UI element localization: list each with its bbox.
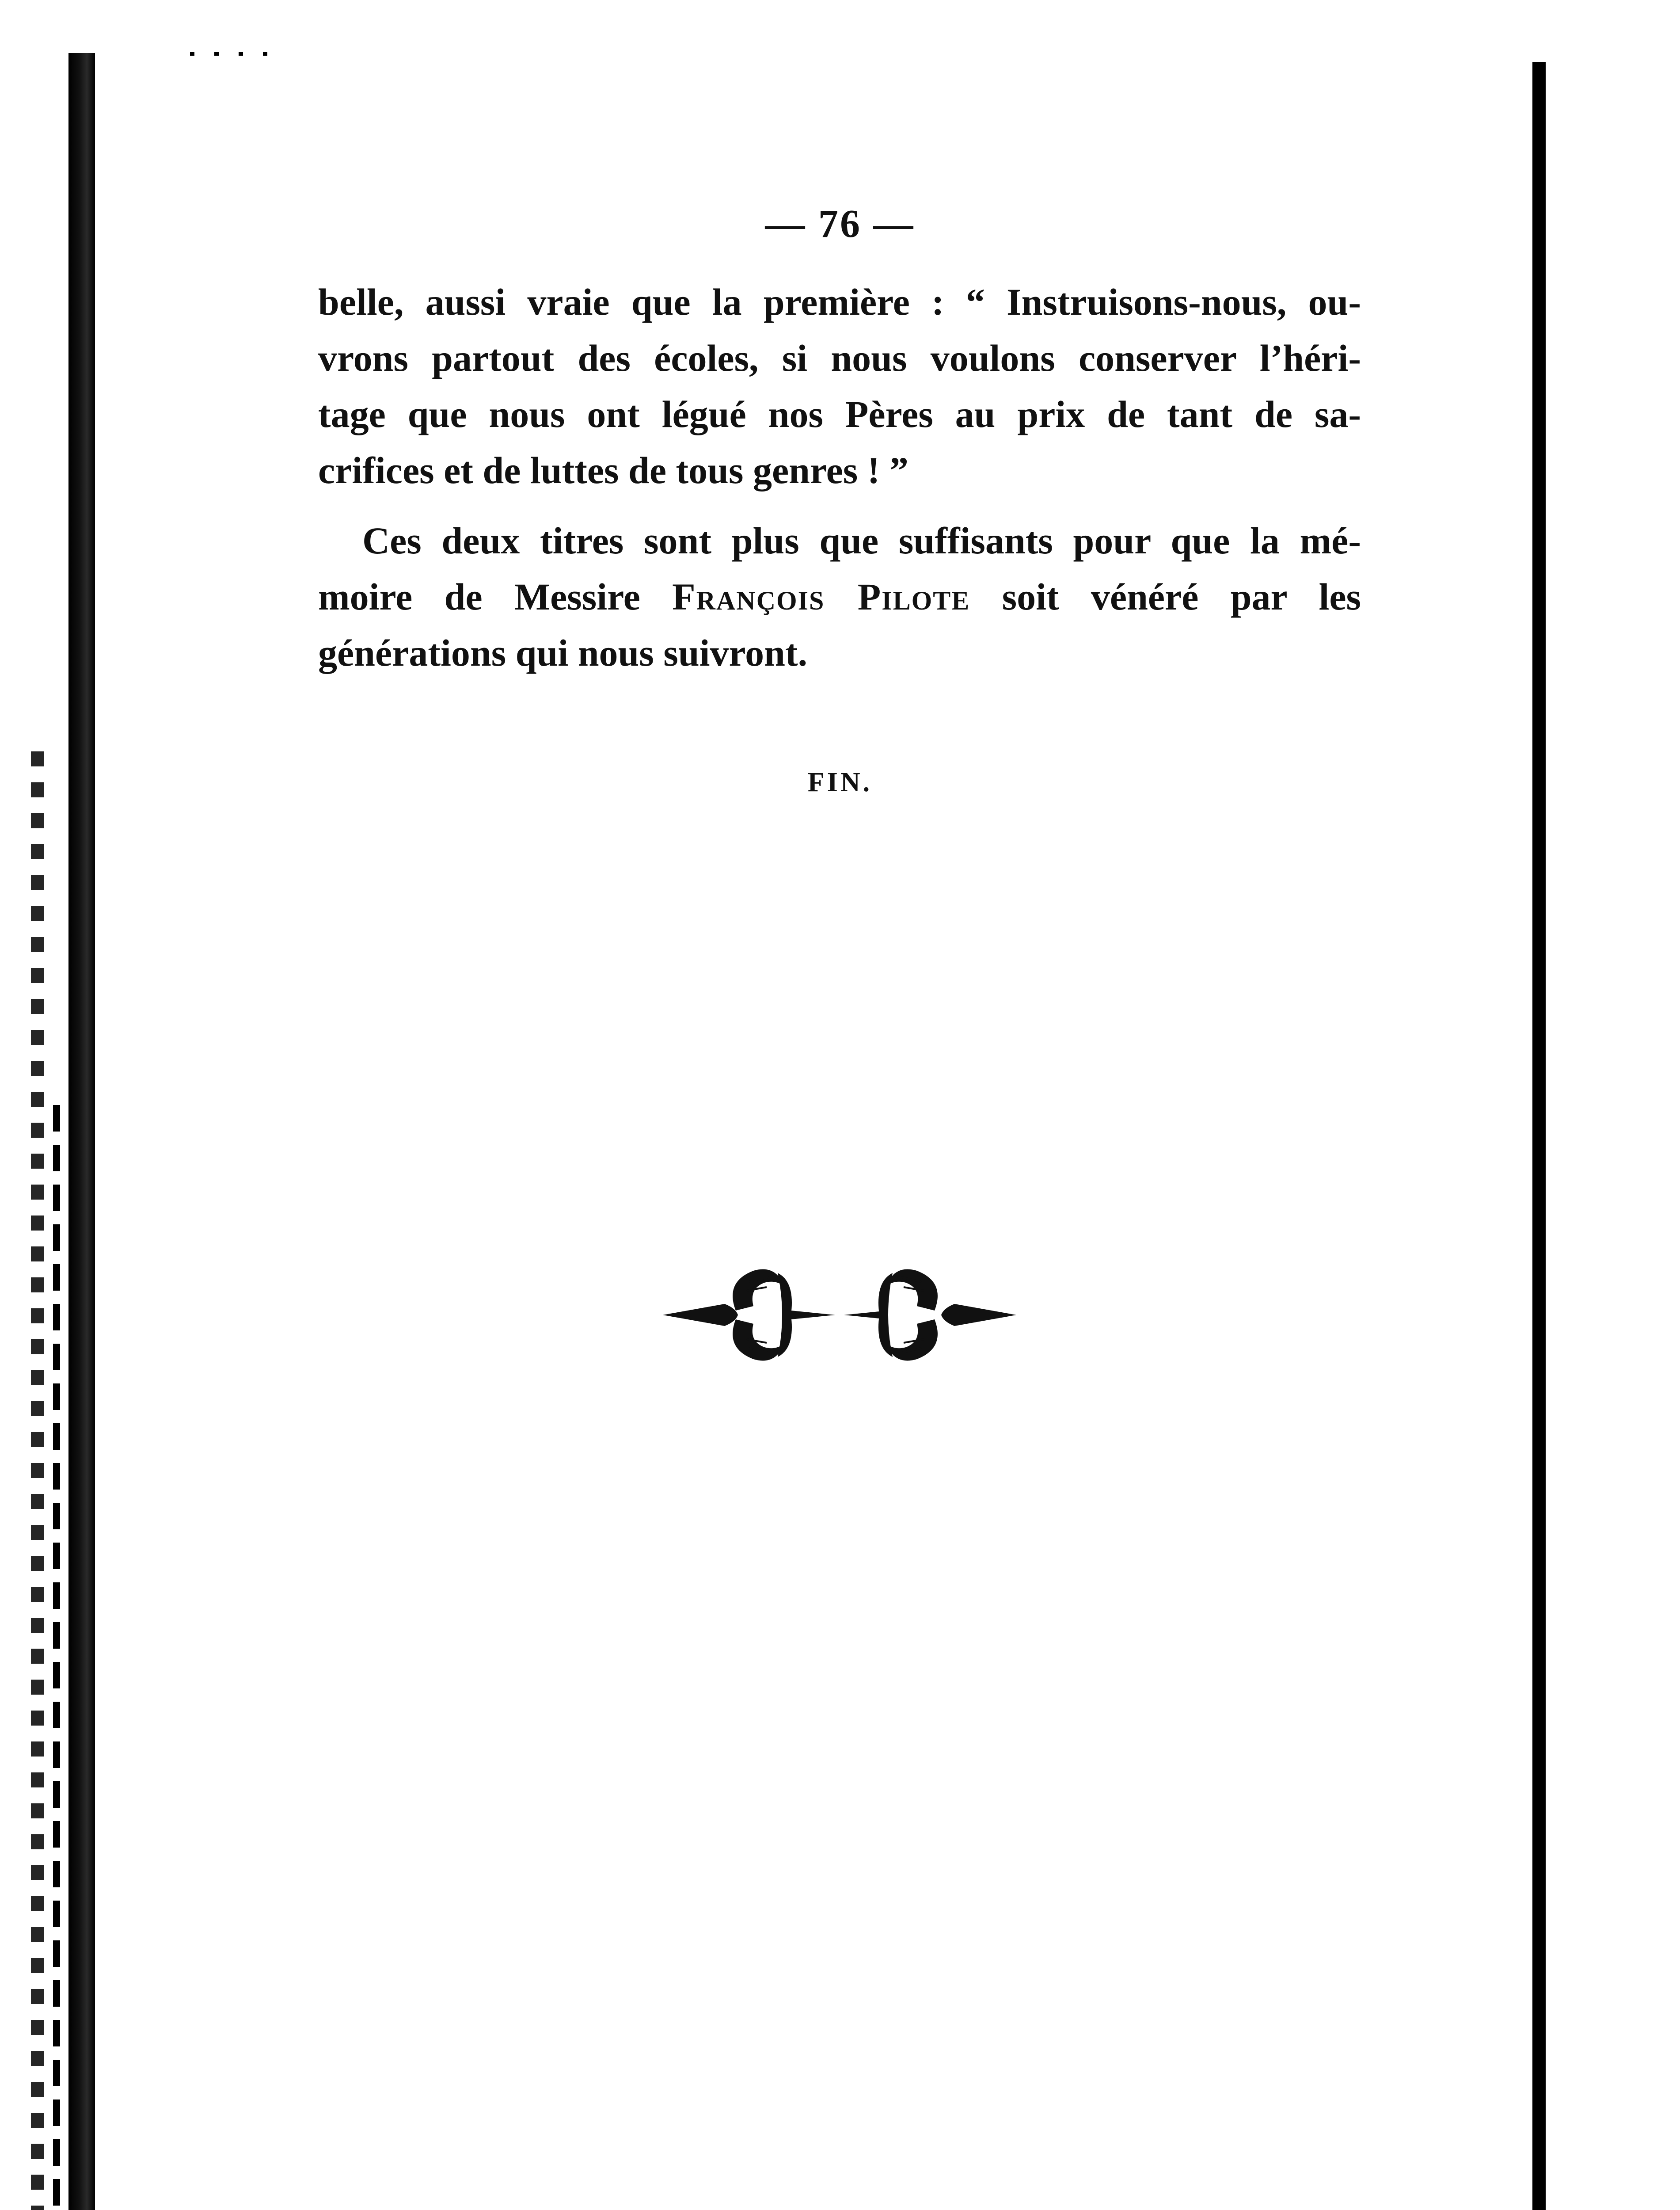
page-number: — 76 — [765,202,915,246]
paragraph-1-line-2: vrons partout des écoles, si nous voulons conserver l’héri- [318,337,1361,379]
body-text [318,274,1361,681]
paragraph-2-line-1: Ces deux titres sont plus que suffisants pour que la mé- [362,519,1361,562]
paragraph-2-line-2-after: soit vénéré par les [970,575,1361,618]
scan-noise-left [31,751,44,2210]
scan-noise-top [190,52,270,56]
paragraph-2-line-2-before: moire de Messire [318,575,673,618]
scan-binding-edge-right [1532,62,1546,2210]
paragraph-1-line-4: crifices et de luttes de tous genres ! ” [318,449,908,492]
paragraph-2-line-3: générations qui nous suivront. [318,632,808,674]
end-mark: FIN. [807,767,873,797]
person-name: François Pilote [672,575,970,618]
scan-noise-left-inner [53,1105,60,2210]
paragraph-1-line-3: tage que nous ont légué nos Pères au prix de tant de sa- [318,393,1361,435]
fleuron-left [663,1269,835,1361]
fleuron-ornament [658,1255,1021,1375]
paragraph-2-line-2 [318,569,1361,625]
scan-binding-edge-left [68,53,95,2210]
paragraph-1-line-1: belle, aussi vraie que la première : “ Instruisons-nous, ou- [318,281,1361,323]
fleuron-right [844,1269,1016,1361]
